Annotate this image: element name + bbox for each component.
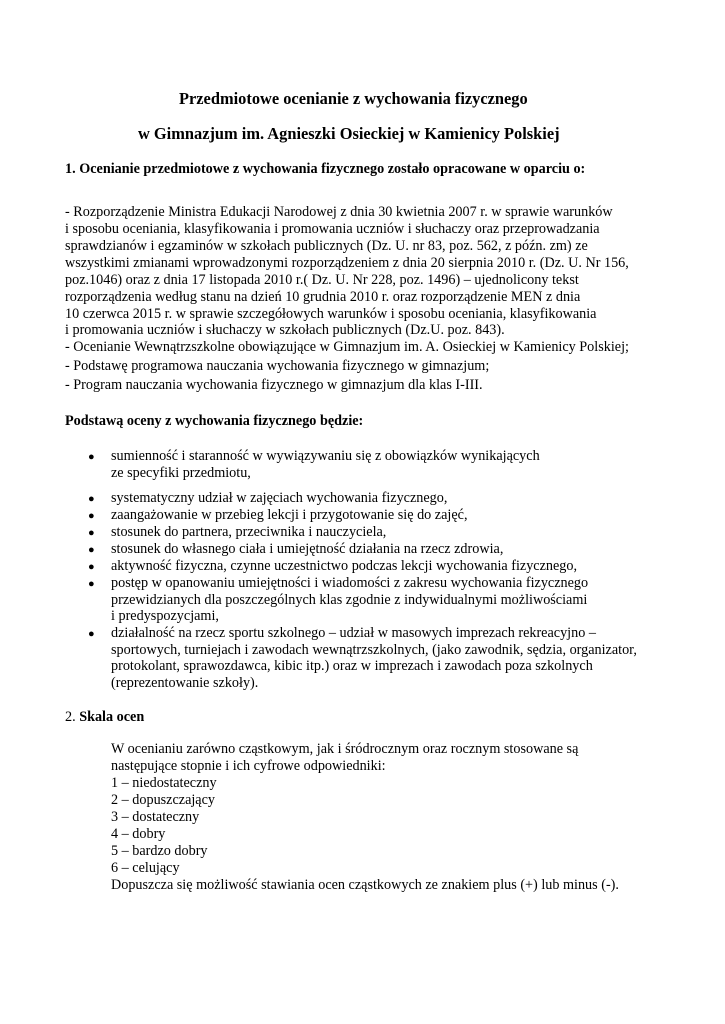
grade-item: 2 – dopuszczający <box>111 792 215 808</box>
section-1-line: i promowania uczniów i słuchaczy w szkołach publicznych (Dz.U. poz. 843). <box>65 322 505 338</box>
bullet-icon: ● <box>88 510 95 522</box>
scale-intro-line: W ocenianiu zarówno cząstkowym, jak i śródrocznym oraz rocznym stosowane są <box>111 741 579 757</box>
grade-item: 3 – dostateczny <box>111 809 200 825</box>
section-1-line: - Ocenianie Wewnątrzszkolne obowiązujące w Gimnazjum im. A. Osieckiej w Kamienicy Polskiej; <box>65 339 629 355</box>
section-2-heading <box>65 709 144 725</box>
basis-heading: Podstawą oceny z wychowania fizycznego będzie: <box>65 413 364 429</box>
bullet-item-text: systematyczny udział w zajęciach wychowania fizycznego, <box>111 490 448 506</box>
bullet-icon: ● <box>88 578 95 590</box>
bullet-item-text: (reprezentowanie szkoły). <box>111 674 259 691</box>
bullet-item-text: aktywność fizyczna, czynne uczestnictwo podczas lekcji wychowania fizycznego, <box>111 558 578 574</box>
bullet-item-text: postęp w opanowaniu umiejętności i wiadomości z zakresu wychowania fizycznego <box>111 575 589 591</box>
grade-item: 4 – dobry <box>111 826 166 842</box>
title-line-1: Przedmiotowe ocenianie z wychowania fizycznego <box>179 89 528 108</box>
bullet-icon: ● <box>88 451 95 463</box>
grade-item: 5 – bardzo dobry <box>111 843 208 859</box>
bullet-item-text: stosunek do własnego ciała i umiejętność działania na rzecz zdrowia, <box>111 541 504 557</box>
bullet-item-text: ze specyfiki przedmiotu, <box>111 464 251 481</box>
section-1-line: rozporządzenia według stanu na dzień 10 grudnia 2010 r. oraz rozporządzenie MEN z dnia <box>65 289 581 305</box>
grade-item: 1 – niedostateczny <box>111 775 217 791</box>
bullet-icon: ● <box>88 544 95 556</box>
bullet-item-text: i predyspozycjami, <box>111 608 219 625</box>
scale-note: Dopuszcza się możliwość stawiania ocen cząstkowych ze znakiem plus (+) lub minus (-). <box>111 877 619 893</box>
section-1-line: - Program nauczania wychowania fizycznego w gimnazjum dla klas I-III. <box>65 377 483 393</box>
bullet-item-text: zaangażowanie w przebieg lekcji i przygotowanie się do zajęć, <box>111 507 468 523</box>
grade-item: 6 – celujący <box>111 860 180 876</box>
section-1-line: - Podstawę programowa nauczania wychowania fizycznego w gimnazjum; <box>65 358 490 374</box>
bullet-icon: ● <box>88 493 95 505</box>
section-2-title: Skala ocen <box>79 709 145 725</box>
section-1-line: poz.1046) oraz z dnia 17 listopada 2010 r.( Dz. U. Nr 228, poz. 1496) – ujednolicony tekst <box>65 272 579 288</box>
section-2-number: 2. <box>65 709 80 725</box>
section-1-line: sprawdzianów i egzaminów w szkołach publicznych (Dz. U. nr 83, poz. 562, z późn. zm) ze <box>65 238 588 254</box>
title-line-2: w Gimnazjum im. Agnieszki Osieckiej w Kamienicy Polskiej <box>138 124 560 143</box>
bullet-item-text: przewidzianych dla poszczególnych klas zgodnie z indywidualnymi możliwościami <box>111 591 588 608</box>
bullet-item-text: protokolant, sprawozdawca, kibic itp.) oraz w imprezach i zawodach poza szkolnych <box>111 658 593 675</box>
section-1-line: 10 czerwca 2015 r. w sprawie szczegółowych warunków i sposobu oceniania, klasyfikowania <box>65 306 597 322</box>
bullet-item-text: stosunek do partnera, przeciwnika i nauczyciela, <box>111 524 387 540</box>
bullet-icon: ● <box>88 628 95 640</box>
bullet-item-text: sportowych, turniejach i zawodach wewnątrzszkolnych, (jako zawodnik, sędzia, organizator, <box>111 641 637 658</box>
section-1-heading: 1. Ocenianie przedmiotowe z wychowania fizycznego zostało opracowane w oparciu o: <box>65 161 586 177</box>
bullet-icon: ● <box>88 561 95 573</box>
bullet-item-text: sumienność i staranność w wywiązywaniu się z obowiązków wynikających <box>111 448 540 464</box>
section-1-line: wszystkimi zmianami wprowadzonymi rozporządzeniem z dnia 20 sierpnia 2010 r. (Dz. U. Nr 156, <box>65 255 629 271</box>
bullet-icon: ● <box>88 527 95 539</box>
section-1-line: i sposobu oceniania, klasyfikowania i promowania uczniów i słuchaczy oraz przeprowadzania <box>65 221 600 237</box>
bullet-item-text: działalność na rzecz sportu szkolnego – udział w masowych imprezach rekreacyjno – <box>111 625 596 641</box>
scale-intro-line: następujące stopnie i ich cyfrowe odpowiedniki: <box>111 758 386 774</box>
section-1-line: - Rozporządzenie Ministra Edukacji Narodowej z dnia 30 kwietnia 2007 r. w sprawie warunków <box>65 204 613 220</box>
